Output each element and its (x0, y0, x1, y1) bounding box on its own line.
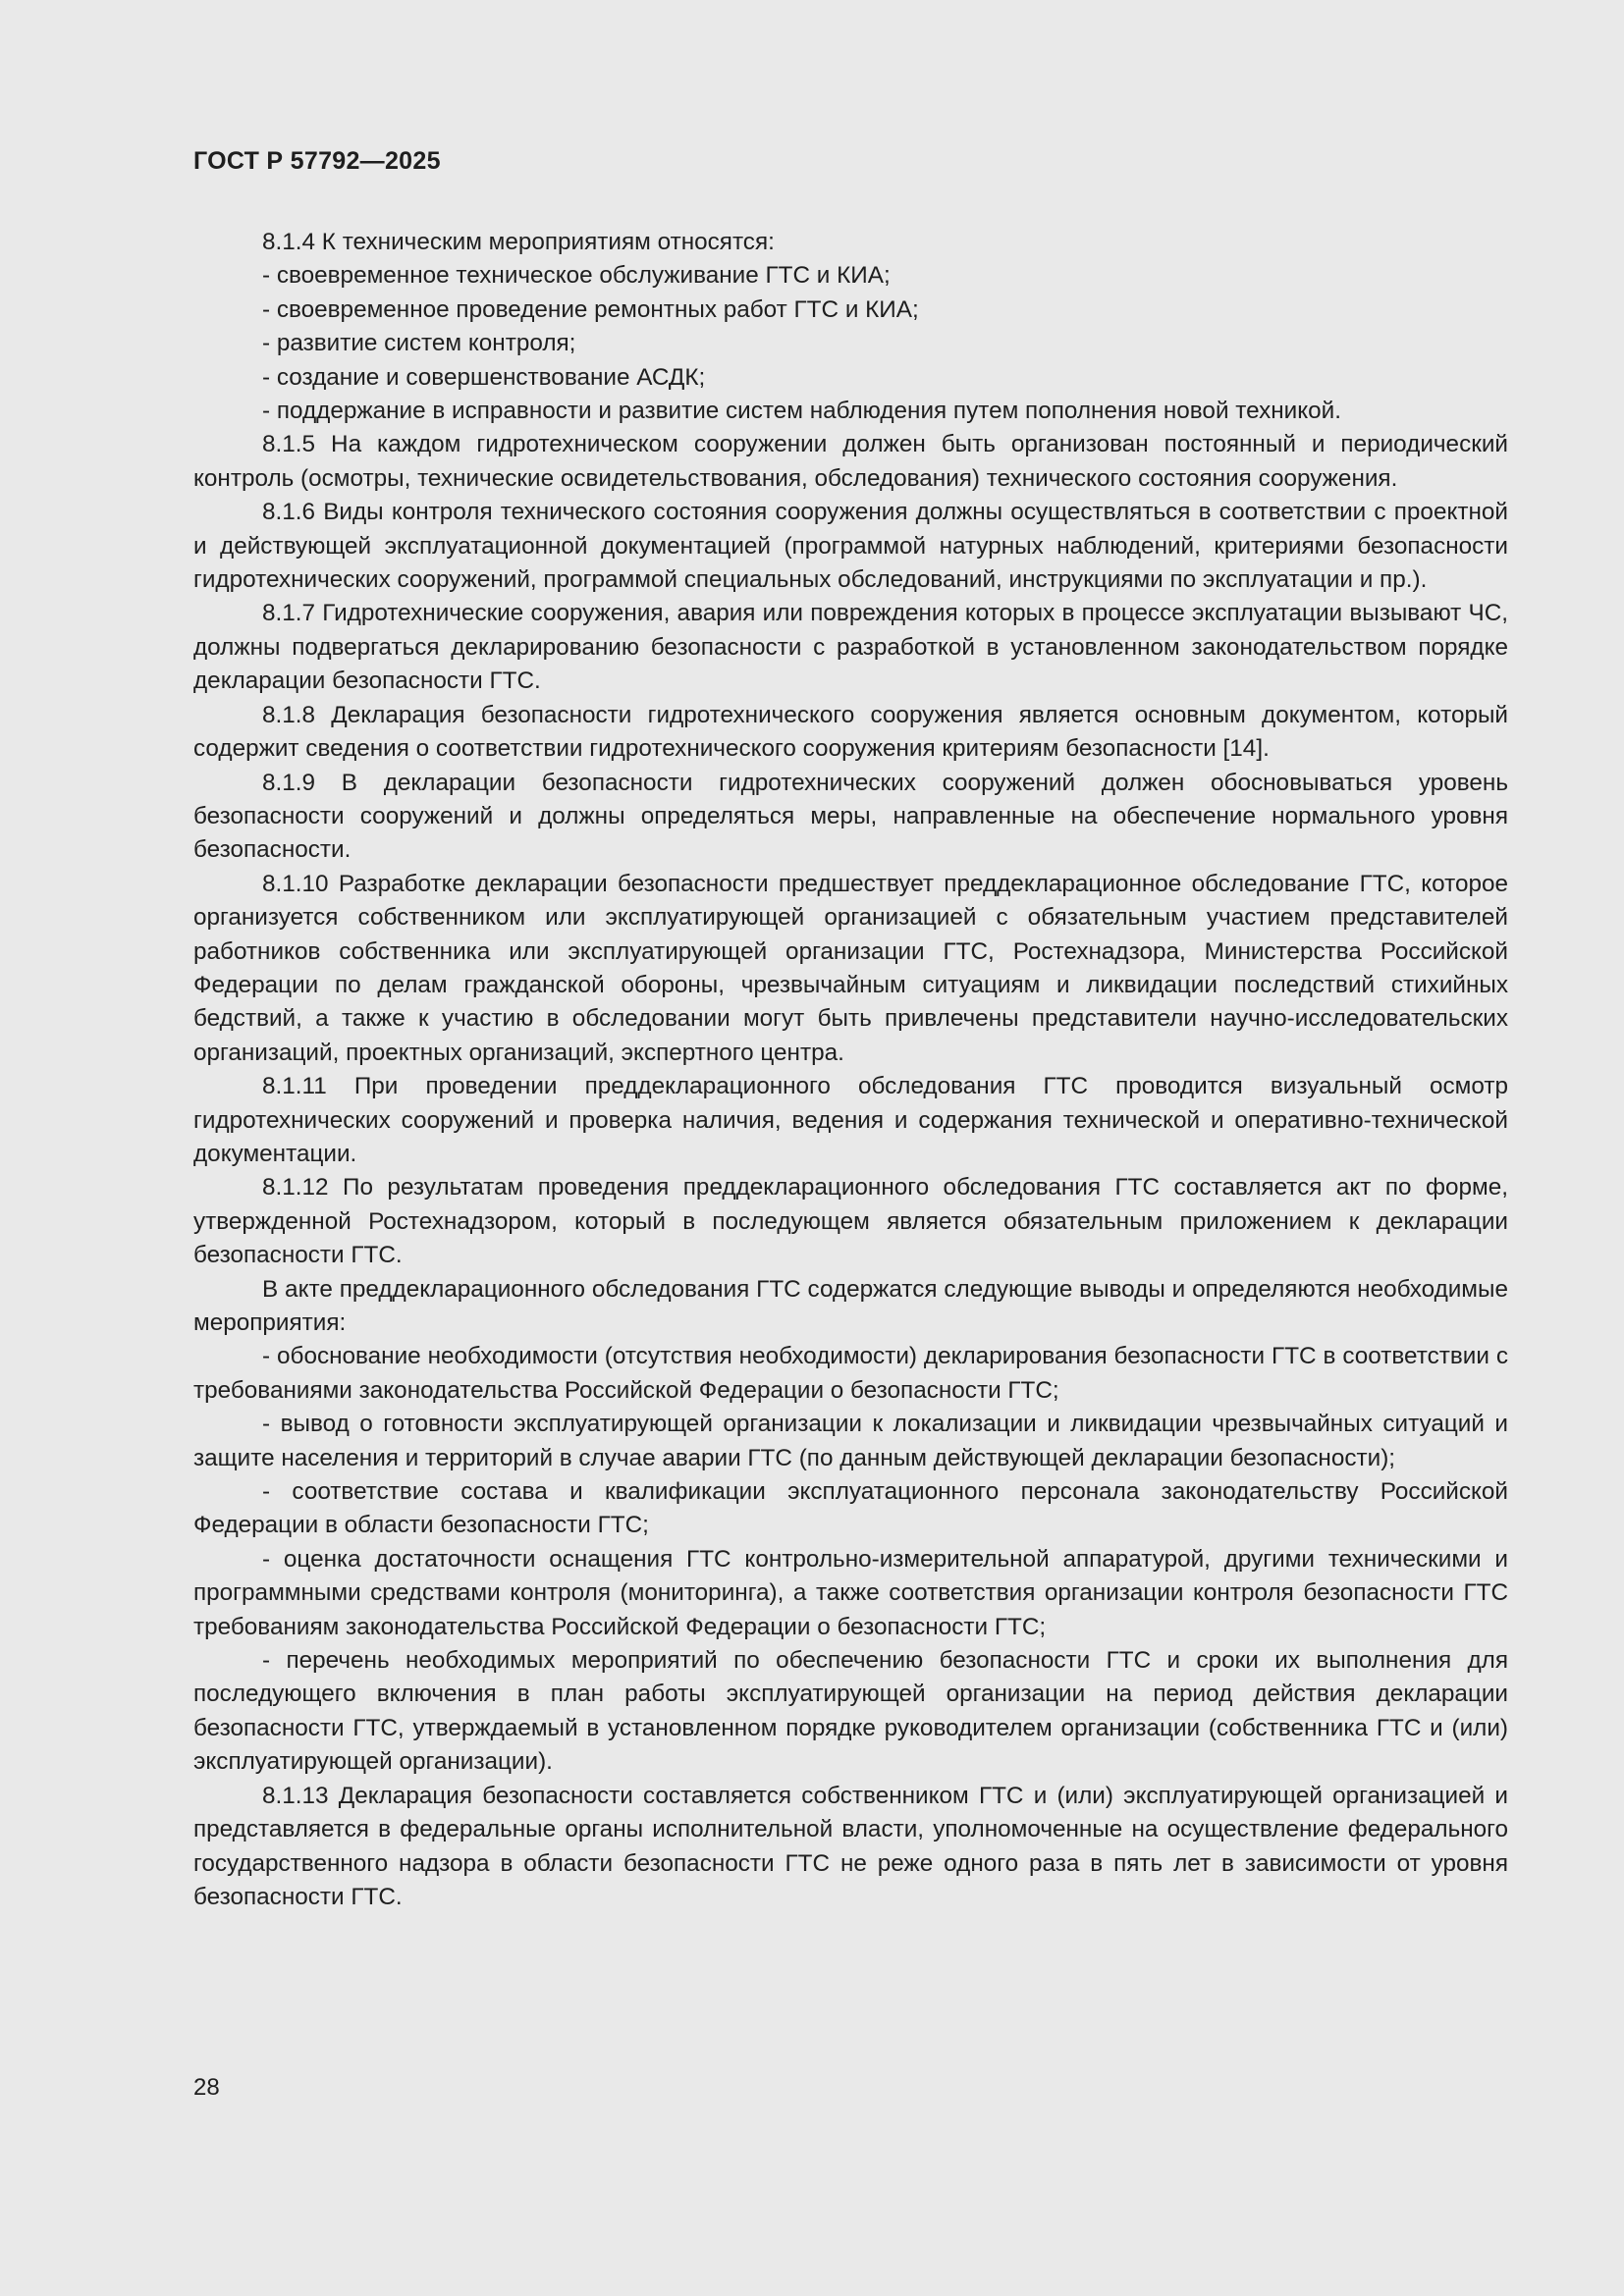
paragraph: 8.1.5 На каждом гидротехническом сооружении должен быть организован постоянный и периодический контроль (осмотры, технические освидетельствования, обследования) технического состояния сооружения. (193, 431, 1508, 492)
list-item: - своевременное проведение ремонтных работ ГТС и КИА; (262, 295, 919, 323)
page-number: 28 (193, 2074, 220, 2101)
paragraph: 8.1.13 Декларация безопасности составляется собственником ГТС и (или) эксплуатирующей организацией и представляется в федеральные органы исполнительной власти, уполномоченные на осуществление федерального государственного надзора в области безопасности ГТС не реже одного раза в пять лет в зависимости от уровня безопасности ГТС. (193, 1782, 1508, 1910)
list-item: - поддержание в исправности и развитие систем наблюдения путем пополнения новой техникой. (262, 398, 1341, 425)
list-item: - создание и совершенствование АСДК; (262, 363, 706, 391)
paragraph: 8.1.6 Виды контроля технического состояния сооружения должны осуществляться в соответствии с проектной и действующей эксплуатационной документацией (программой натурных наблюдений, критериями безопасности гидротехнических сооружений, программой специальных обследований, инструкциями по эксплуатации и пр.). (193, 499, 1508, 594)
paragraph: 8.1.11 При проведении преддекларационного обследования ГТС проводится визуальный осмотр гидротехнических сооружений и проверка наличия, ведения и содержания технической и оперативно-технической документации. (193, 1073, 1508, 1167)
paragraph: 8.1.7 Гидротехнические сооружения, авария или повреждения которых в процессе эксплуатации вызывают ЧС, должны подвергаться декларированию безопасности с разработкой в установленном законодательством порядке декларации безопасности ГТС. (193, 600, 1508, 695)
paragraph: 8.1.9 В декларации безопасности гидротехнических сооружений должен обосновываться уровень безопасности сооружений и должны определяться меры, направленные на обеспечение нормального уровня безопасности. (193, 769, 1508, 864)
list-item: - перечень необходимых мероприятий по обеспечению безопасности ГТС и сроки их выполнения для последующего включения в план работы эксплуатирующей организации на период действия декларации безопасности ГТС, утверждаемый в установленном порядке руководителем организации (собственника ГТС и (или) эксплуатирующей организации). (193, 1647, 1508, 1776)
list-item: - оценка достаточности оснащения ГТС контрольно-измерительной аппаратурой, другими техническими и программными средствами контроля (мониторинга), а также соответствия организации контроля безопасности ГТС требованиям законодательства Российской Федерации о безопасности ГТС; (193, 1545, 1508, 1640)
paragraph: 8.1.12 По результатам проведения преддекларационного обследования ГТС составляется акт по форме, утвержденной Ростехнадзором, который в последующем является обязательным приложением к декларации безопасности ГТС. (193, 1174, 1508, 1269)
list-item: - своевременное техническое обслуживание ГТС и КИА; (262, 262, 891, 290)
document-header: ГОСТ Р 57792—2025 (193, 147, 441, 175)
paragraph: В акте преддекларационного обследования ГТС содержатся следующие выводы и определяются необходимые мероприятия: (193, 1275, 1508, 1336)
paragraph: 8.1.4 К техническим мероприятиям относятся: (262, 229, 775, 255)
list-item: - вывод о готовности эксплуатирующей организации к локализации и ликвидации чрезвычайных ситуаций и защите населения и территорий в случае аварии ГТС (по данным действующей декларации безопасности); (193, 1411, 1508, 1471)
paragraph: 8.1.8 Декларация безопасности гидротехнического сооружения является основным документом, который содержит сведения о соответствии гидротехнического сооружения критериям безопасности [14]. (193, 701, 1508, 763)
document-body (193, 226, 1508, 1914)
list-item: - соответствие состава и квалификации эксплуатационного персонала законодательству Российской Федерации в области безопасности ГТС; (193, 1478, 1508, 1539)
paragraph: 8.1.10 Разработке декларации безопасности предшествует преддекларационное обследование ГТС, которое организуется собственником или эксплуатирующей организацией с обязательным участием представителей работников собственника или эксплуатирующей организации ГТС, Ростехнадзора, Министерства Российской Федерации по делам гражданской обороны, чрезвычайным ситуациям и ликвидации последствий стихийных бедствий, а также к участию в обследовании могут быть привлечены представители научно-исследовательских организаций, проектных организаций, экспертного центра. (193, 870, 1508, 1066)
list-item: - развитие систем контроля; (262, 330, 576, 357)
list-item: - обоснование необходимости (отсутствия необходимости) декларирования безопасности ГТС в соответствии с требованиями законодательства Российской Федерации о безопасности ГТС; (193, 1343, 1508, 1404)
